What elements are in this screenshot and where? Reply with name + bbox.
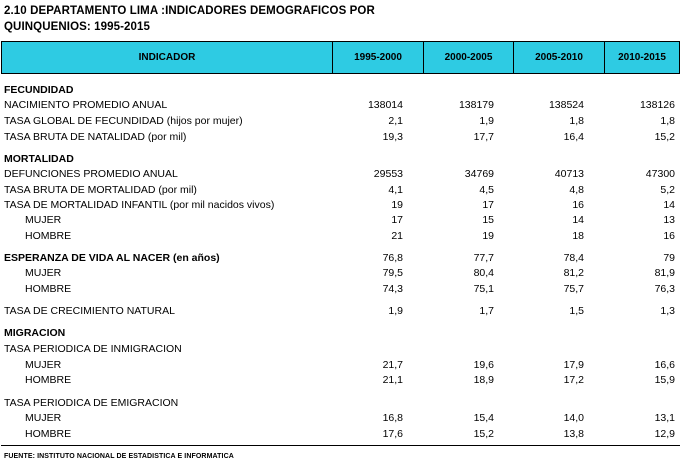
- value-cell: 4,1: [388, 184, 403, 196]
- value-cell: 1,9: [479, 115, 494, 127]
- table-row: [0, 427, 682, 441]
- value-cell: 17: [391, 214, 403, 226]
- table-row: [0, 326, 682, 340]
- value-cell: 74,3: [382, 283, 403, 295]
- value-cell: 18,9: [473, 374, 494, 386]
- table-title-line-1: 2.10 DEPARTAMENTO LIMA :INDICADORES DEMOGRAFICOS POR: [4, 5, 375, 17]
- row-label: TASA DE CRECIMIENTO NATURAL: [4, 305, 175, 317]
- value-cell: 79,5: [382, 267, 403, 279]
- table-row: [0, 251, 682, 265]
- value-cell: 138126: [639, 99, 675, 111]
- value-cell: 138179: [458, 99, 494, 111]
- value-cell: 21: [391, 230, 403, 242]
- table-row: [0, 396, 682, 410]
- table-row: [0, 130, 682, 144]
- value-cell: 21,7: [382, 359, 403, 371]
- header-1995-2000: 1995-2000: [333, 42, 424, 73]
- value-cell: 1,9: [388, 305, 403, 317]
- row-label: HOMBRE: [25, 283, 72, 295]
- section-label: FECUNDIDAD: [4, 84, 74, 96]
- table-row: [0, 373, 682, 387]
- value-cell: 19: [391, 199, 403, 211]
- value-cell: 15,4: [473, 412, 494, 424]
- table-header: [1, 41, 680, 74]
- row-label: HOMBRE: [25, 230, 72, 242]
- value-cell: 5,2: [660, 184, 675, 196]
- value-cell: 16,6: [654, 359, 675, 371]
- row-label: MUJER: [25, 359, 62, 371]
- value-cell: 4,5: [479, 184, 494, 196]
- row-label: MUJER: [25, 267, 62, 279]
- value-cell: 40713: [554, 168, 584, 180]
- table-bottom-rule: [1, 445, 680, 446]
- value-cell: 29553: [373, 168, 403, 180]
- value-cell: 75,1: [473, 283, 494, 295]
- value-cell: 76,8: [382, 252, 403, 264]
- value-cell: 1,3: [660, 305, 675, 317]
- value-cell: 17,7: [473, 131, 494, 143]
- value-cell: 1,8: [660, 115, 675, 127]
- table-row: [0, 183, 682, 197]
- value-cell: 19: [482, 230, 494, 242]
- value-cell: 21,1: [382, 374, 403, 386]
- value-cell: 1,5: [569, 305, 584, 317]
- value-cell: 76,3: [654, 283, 675, 295]
- table-row: [0, 342, 682, 356]
- row-label: TASA GLOBAL DE FECUNDIDAD (hijos por mujer): [4, 115, 243, 127]
- value-cell: 81,2: [563, 267, 584, 279]
- value-cell: 81,9: [654, 267, 675, 279]
- value-cell: 17: [482, 199, 494, 211]
- row-label: DEFUNCIONES PROMEDIO ANUAL: [4, 168, 178, 180]
- row-label: TASA PERIODICA DE EMIGRACION: [4, 397, 179, 409]
- table-row: [0, 152, 682, 166]
- value-cell: 4,8: [569, 184, 584, 196]
- value-cell: 16,4: [563, 131, 584, 143]
- value-cell: 19,3: [382, 131, 403, 143]
- section-label: MORTALIDAD: [4, 153, 74, 165]
- value-cell: 79: [663, 252, 675, 264]
- value-cell: 18: [572, 230, 584, 242]
- header-2005-2010: 2005-2010: [514, 42, 605, 73]
- value-cell: 34769: [464, 168, 494, 180]
- value-cell: 138014: [367, 99, 403, 111]
- row-label: TASA BRUTA DE MORTALIDAD (por mil): [4, 184, 197, 196]
- value-cell: 16: [572, 199, 584, 211]
- table-row: [0, 98, 682, 112]
- value-cell: 13: [663, 214, 675, 226]
- value-cell: 14: [663, 199, 675, 211]
- row-label: TASA DE MORTALIDAD INFANTIL (por mil nacidos vivos): [4, 199, 275, 211]
- header-2000-2005: 2000-2005: [424, 42, 514, 73]
- value-cell: 17,6: [382, 428, 403, 440]
- value-cell: 12,9: [654, 428, 675, 440]
- section-label: MIGRACION: [4, 327, 66, 339]
- table-row: [0, 411, 682, 425]
- table-row: [0, 266, 682, 280]
- value-cell: 1,8: [569, 115, 584, 127]
- value-cell: 14: [572, 214, 584, 226]
- value-cell: 13,1: [654, 412, 675, 424]
- value-cell: 17,2: [563, 374, 584, 386]
- row-label: HOMBRE: [25, 374, 72, 386]
- value-cell: 2,1: [388, 115, 403, 127]
- value-cell: 75,7: [563, 283, 584, 295]
- table-title-line-2: QUINQUENIOS: 1995-2015: [4, 21, 151, 33]
- table-row: [0, 114, 682, 128]
- table-row: [0, 282, 682, 296]
- table-row: [0, 304, 682, 318]
- value-cell: 15: [482, 214, 494, 226]
- value-cell: 80,4: [473, 267, 494, 279]
- table-row: [0, 358, 682, 372]
- value-cell: 138524: [548, 99, 584, 111]
- value-cell: 78,4: [563, 252, 584, 264]
- value-cell: 17,9: [563, 359, 584, 371]
- value-cell: 16,8: [382, 412, 403, 424]
- value-cell: 13,8: [563, 428, 584, 440]
- table-row: [0, 213, 682, 227]
- row-label: TASA PERIODICA DE INMIGRACION: [4, 343, 182, 355]
- value-cell: 15,2: [473, 428, 494, 440]
- table-row: [0, 229, 682, 243]
- row-label: MUJER: [25, 214, 62, 226]
- row-label: NACIMIENTO PROMEDIO ANUAL: [4, 99, 168, 111]
- value-cell: 14,0: [563, 412, 584, 424]
- row-label: TASA BRUTA DE NATALIDAD (por mil): [4, 131, 187, 143]
- table-row: [0, 198, 682, 212]
- value-cell: 16: [663, 230, 675, 242]
- value-cell: 19,6: [473, 359, 494, 371]
- value-cell: 77,7: [473, 252, 494, 264]
- header-indicador: INDICADOR: [2, 42, 333, 73]
- table-row: [0, 167, 682, 181]
- value-cell: 47300: [645, 168, 675, 180]
- value-cell: 1,7: [479, 305, 494, 317]
- table-row: [0, 83, 682, 97]
- source-footnote: FUENTE: INSTITUTO NACIONAL DE ESTADISTICA E INFORMATICA: [4, 453, 234, 460]
- row-label: MUJER: [25, 412, 62, 424]
- value-cell: 15,2: [654, 131, 675, 143]
- row-label: HOMBRE: [25, 428, 72, 440]
- header-2010-2015: 2010-2015: [618, 52, 666, 63]
- section-label: ESPERANZA DE VIDA AL NACER (en años): [4, 252, 220, 264]
- value-cell: 15,9: [654, 374, 675, 386]
